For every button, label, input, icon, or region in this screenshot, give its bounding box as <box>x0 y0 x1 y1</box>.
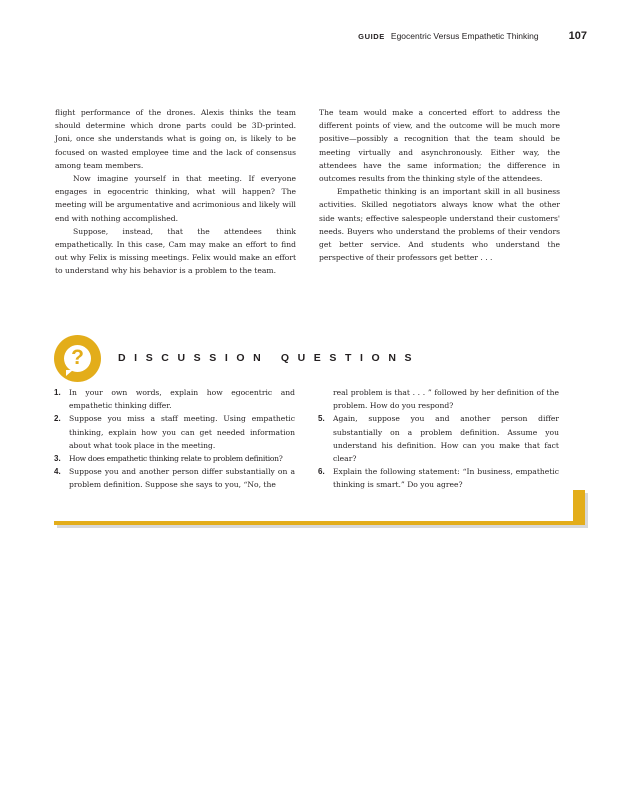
decorative-frame-shadow <box>585 493 588 527</box>
question-number: 2. <box>54 414 61 424</box>
question-number: 6. <box>318 467 325 477</box>
question-text: Suppose you and another person differ substantially on a problem definition. Suppose she says to you, “No, the <box>69 467 295 490</box>
question-text-continued: real problem is that . . . ” followed by her definition of the problem. How do you respond? <box>333 388 559 411</box>
question-mark-glyph: ? <box>64 345 91 372</box>
list-item <box>54 412 295 452</box>
list-item <box>54 465 295 491</box>
decorative-frame-edge <box>54 521 585 525</box>
body-left-column <box>55 106 296 278</box>
running-header <box>358 30 587 44</box>
decorative-frame-shadow <box>57 525 588 528</box>
question-text: How does empathetic thinking relate to problem definition? <box>69 454 283 464</box>
question-mark-icon <box>54 335 101 382</box>
list-item <box>318 412 559 465</box>
question-text: Again, suppose you and another person differ substantially on a problem definition. Assume you understand his definition. How can you make that fact clear? <box>333 414 559 464</box>
paragraph: Now imagine yourself in that meeting. If everyone engages in egocentric thinking, what will happen? The meeting will be argumentative and acrimonious and likely will end with nothing accomplished. <box>55 174 296 223</box>
paragraph: flight performance of the drones. Alexis thinks the team should determine which drone parts could be 3D-printed. Joni, once she understands what is going on, is likely to be focused on wasted employee time and the lack of consensus among team members. <box>55 108 296 170</box>
question-number: 1. <box>54 388 61 397</box>
questions-left-column <box>54 386 295 492</box>
list-item <box>318 465 559 491</box>
body-text <box>55 106 560 278</box>
question-number: 4. <box>54 467 61 477</box>
paragraph: Suppose, instead, that the attendees think empathetically. In this case, Cam may make an effort to find out why Felix is missing meetings. Felix would make an effort to understand why his behavior is a problem to the team. <box>55 226 296 276</box>
list-item <box>54 386 295 412</box>
section-title: DISCUSSION QUESTIONS <box>118 352 421 364</box>
question-text: In your own words, explain how egocentric and empathetic thinking differ. <box>69 388 295 411</box>
list-item <box>54 452 295 465</box>
header-title: Egocentric Versus Empathetic Thinking <box>390 31 539 41</box>
decorative-frame-edge <box>573 490 585 524</box>
header-guide-tag: GUIDE <box>358 32 385 41</box>
question-text: Suppose you miss a staff meeting. Using empathetic thinking, explain how you can get needed information about what took place in the meeting. <box>69 414 295 450</box>
questions-right-column <box>318 386 559 492</box>
paragraph: The team would make a concerted effort to address the different points of view, and the outcome will be much more positive—possibly a recognition that the team should be meeting virtually and asynchronously. Either way, the attendees have the same information; the difference in outcomes results from the thinking style of the attendees. <box>319 108 560 184</box>
list-item <box>318 386 559 412</box>
question-number: 5. <box>318 414 325 424</box>
question-text: Explain the following statement: “In business, empathetic thinking is smart.” Do you agree? <box>333 467 559 490</box>
page-number: 107 <box>568 30 587 42</box>
discussion-questions-list <box>54 386 560 492</box>
discussion-questions-heading <box>54 333 420 383</box>
question-number: 3. <box>54 454 61 464</box>
body-right-column <box>319 106 560 278</box>
paragraph: Empathetic thinking is an important skill in all business activities. Skilled negotiators always know what the other side wants; effective salespeople understand their customers' needs. Buyers who understand the problems of their vendors get better service. And students who understand the perspective of their professors get better . . . <box>319 187 560 263</box>
